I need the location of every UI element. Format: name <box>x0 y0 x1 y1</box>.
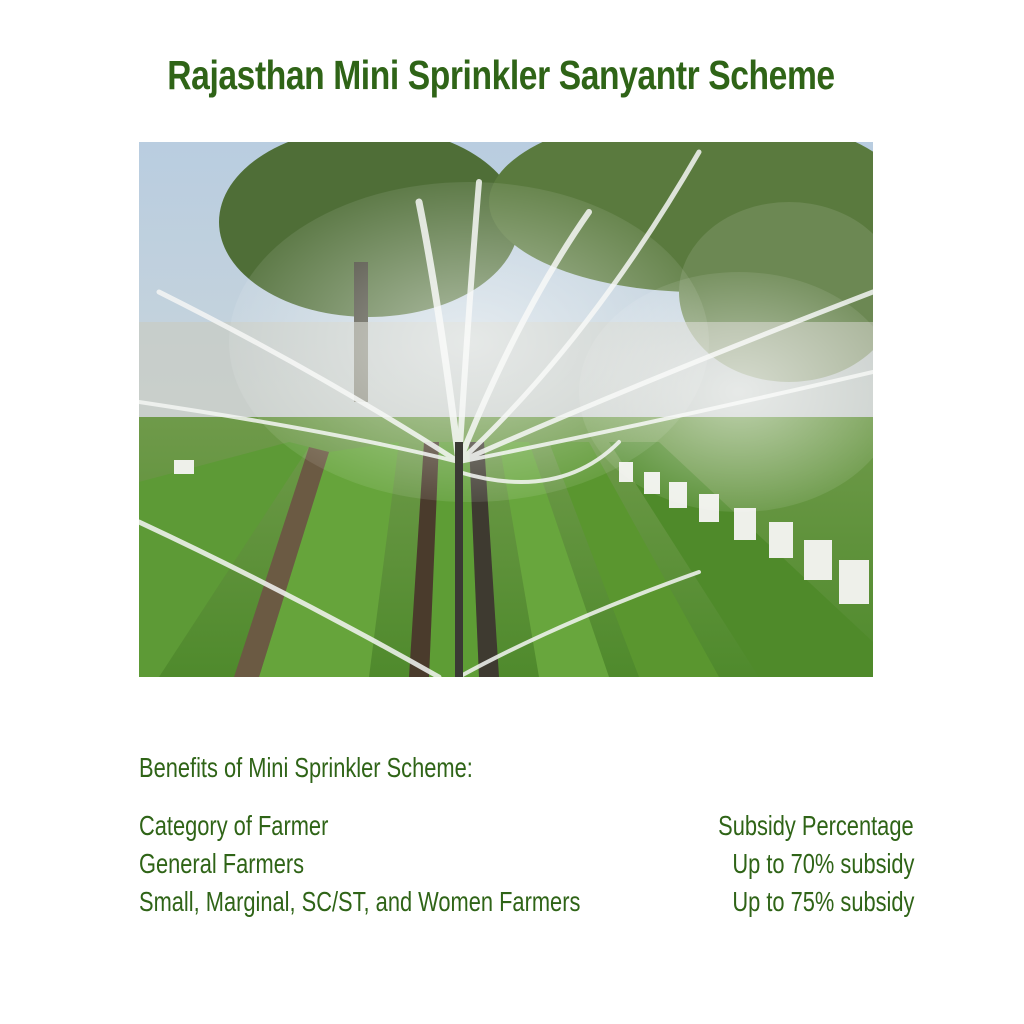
table-row <box>139 886 914 924</box>
table-row <box>139 848 914 886</box>
subsidy-cell: Up to 75% subsidy <box>731 886 914 917</box>
sprinkler-field-photo <box>139 142 873 677</box>
subsidy-cell: Up to 70% subsidy <box>731 848 914 879</box>
subsidy-table <box>139 810 914 924</box>
subsidy-column-header: Subsidy Percentage <box>718 810 914 841</box>
category-column-header: Category of Farmer <box>139 810 329 841</box>
benefits-heading: Benefits of Mini Sprinkler Scheme: <box>139 752 473 783</box>
category-cell: General Farmers <box>139 848 305 879</box>
table-header-row <box>139 810 914 848</box>
category-cell: Small, Marginal, SC/ST, and Women Farmers <box>139 886 581 917</box>
page-title: Rajasthan Mini Sprinkler Sanyantr Scheme <box>167 52 835 98</box>
